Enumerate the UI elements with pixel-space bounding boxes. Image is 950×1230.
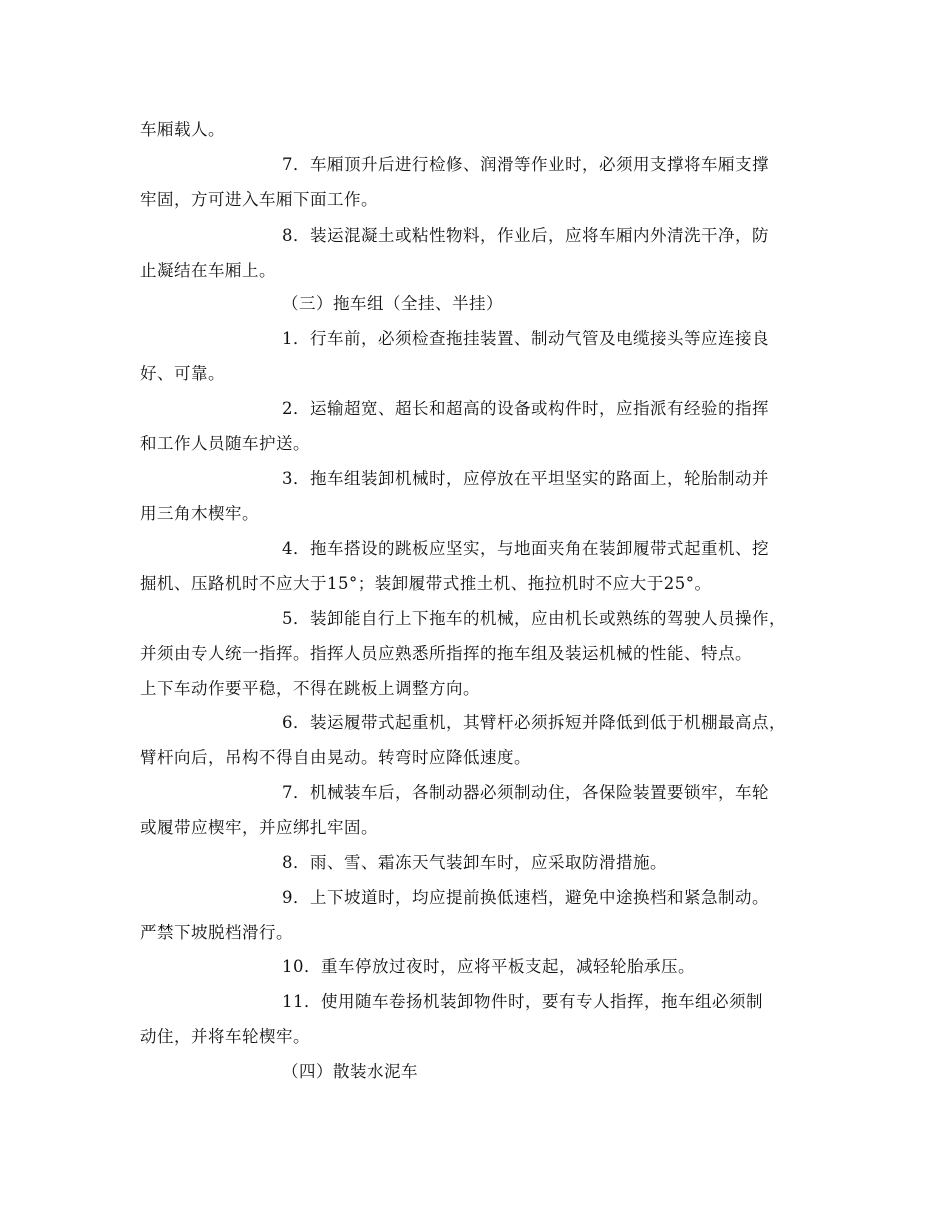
text-line: 7．机械装车后，各制动器必须制动住，各保险装置要锁牢，车轮 <box>282 783 769 802</box>
text-line: 车厢载人。 <box>140 120 225 139</box>
text-line: 2．运输超宽、超长和超高的设备或构件时，应指派有经验的指挥 <box>282 399 769 418</box>
section-heading: （四）散装水泥车 <box>282 1062 418 1081</box>
text-line: 用三角木楔牢。 <box>140 504 259 523</box>
text-line: 上下车动作要平稳，不得在跳板上调整方向。 <box>140 679 480 698</box>
text-line: 7．车厢顶升后进行检修、润滑等作业时，必须用支撑将车厢支撑 <box>282 155 769 174</box>
text-line: 或履带应楔牢，并应绑扎牢固。 <box>140 818 378 837</box>
text-line: 和工作人员随车护送。 <box>140 434 310 453</box>
text-line: 牢固，方可进入车厢下面工作。 <box>140 190 378 209</box>
text-line: 3．拖车组装卸机械时，应停放在平坦坚实的路面上，轮胎制动并 <box>282 469 769 488</box>
text-line: 6．装运履带式起重机，其臂杆必须拆短并降低到低于机棚最高点， <box>282 713 786 732</box>
text-line: 并须由专人统一指挥。指挥人员应熟悉所指挥的拖车组及装运机械的性能、特点。 <box>140 644 752 663</box>
text-line: 臂杆向后，吊构不得自由晃动。转弯时应降低速度。 <box>140 748 531 767</box>
text-line: 动住，并将车轮楔牢。 <box>140 1027 310 1046</box>
text-line: 4．拖车搭设的跳板应坚实，与地面夹角在装卸履带式起重机、挖 <box>282 539 769 558</box>
text-line: 严禁下坡脱档滑行。 <box>140 923 293 942</box>
text-line: 1．行车前，必须检查拖挂装置、制动气管及电缆接头等应连接良 <box>282 329 769 348</box>
text-line: 8．装运混凝土或粘性物料，作业后，应将车厢内外清洗干净，防 <box>282 226 769 245</box>
text-line: 8．雨、雪、霜冻天气装卸车时，应采取防滑措施。 <box>282 853 667 872</box>
text-line: 9．上下坡道时，均应提前换低速档，避免中途换档和紧急制动。 <box>282 888 769 907</box>
text-line: 5．装卸能自行上下拖车的机械，应由机长或熟练的驾驶人员操作， <box>282 609 786 628</box>
text-line: 止凝结在车厢上。 <box>140 261 276 280</box>
text-line: 10．重车停放过夜时，应将平板支起，减轻轮胎承压。 <box>282 957 695 976</box>
text-line: 好、可靠。 <box>140 364 225 383</box>
text-line: 11．使用随车卷扬机装卸物件时，要有专人指挥，拖车组必须制 <box>282 992 763 1011</box>
section-heading: （三）拖车组（全挂、半挂） <box>282 294 503 313</box>
text-line: 掘机、压路机时不应大于15°；装卸履带式推土机、拖拉机时不应大于25°。 <box>140 574 712 593</box>
